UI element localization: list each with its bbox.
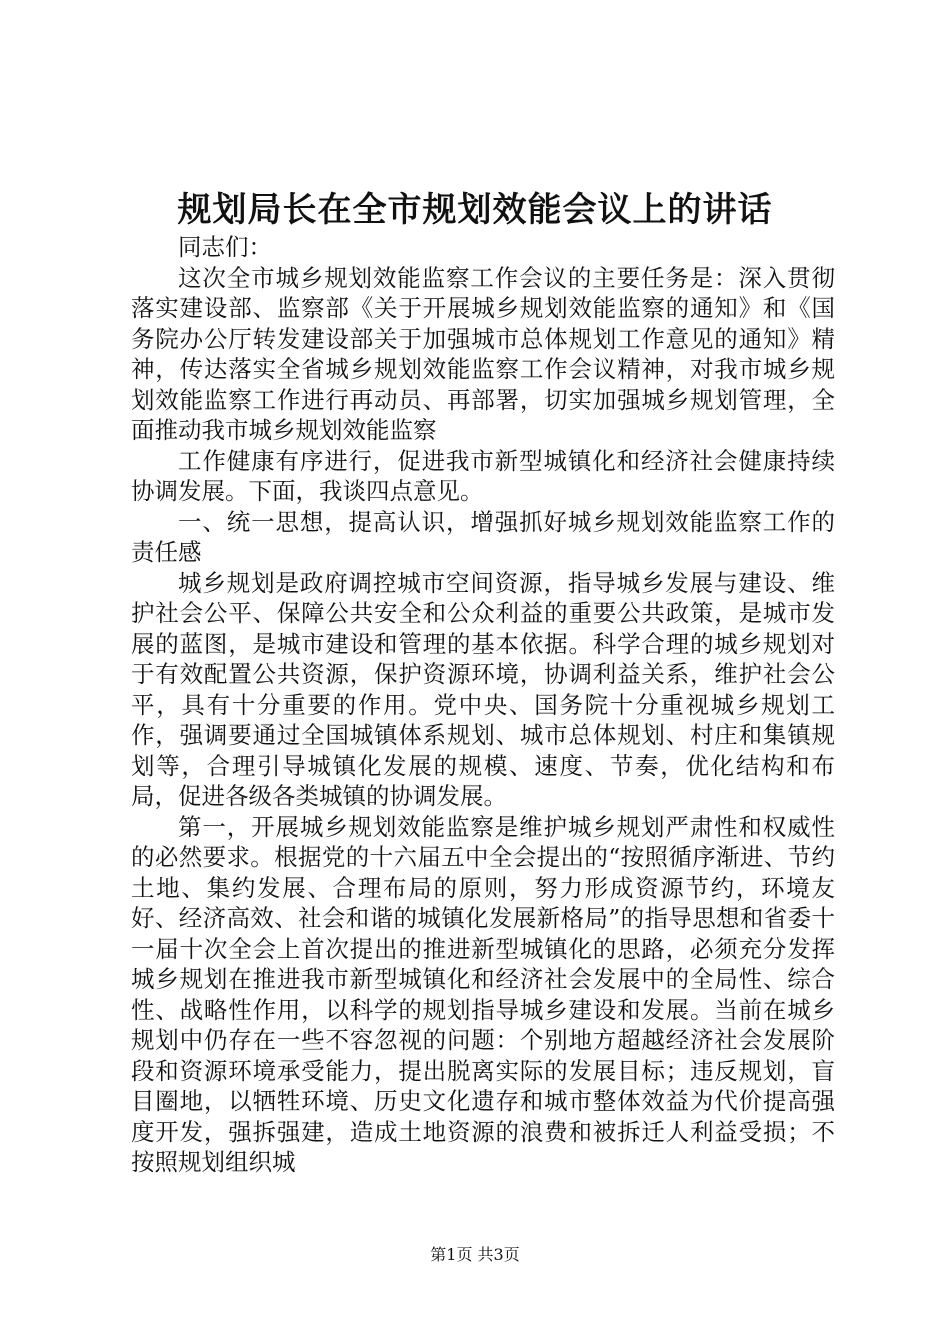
body-paragraph: 这次全市城乡规划效能监察工作会议的主要任务是：深入贯彻落实建设部、监察部《关于开展城乡规划效能监察的通知》和《国务院办公厅转发建设部关于加强城市总体规划工作意见的通知》精神，传达落实全省城乡规划效能监察工作会议精神，对我市城乡规划效能监察工作进行再动员、再部署，切实加强城乡规划管理，全面推动我市城乡规划效能监察: [131, 263, 835, 444]
document-body: [131, 232, 835, 1178]
document-title: 规划局长在全市规划效能会议上的讲话: [177, 190, 773, 230]
body-paragraph: 第一，开展城乡规划效能监察是维护城乡规划严肃性和权威性的必然要求。根据党的十六届五中全会提出的“按照循序渐进、节约土地、集约发展、合理布局的原则，努力形成资源节约，环境友好、经济高效、社会和谐的城镇化发展新格局”的指导思想和省委十一届十次全会上首次提出的推进新型城镇化的思路，必须充分发挥城乡规划在推进我市新型城镇化和经济社会发展中的全局性、综合性、战略性作用，以科学的规划指导城乡建设和发展。当前在城乡规划中仍存在一些不容忽视的问题：个别地方超越经济社会发展阶段和资源环境承受能力，提出脱离实际的发展目标；违反规划，盲目圈地，以牺牲环境、历史文化遗存和城市整体效益为代价提高强度开发，强拆强建，造成土地资源的浪费和被拆迁人利益受损；不按照规划组织城: [131, 812, 835, 1176]
page-footer: 第1页 共3页: [430, 1245, 520, 1264]
section-heading-paragraph: 一、统一思想，提高认识，增强抓好城乡规划效能监察工作的责任感: [131, 507, 835, 566]
body-paragraph: 城乡规划是政府调控城市空间资源，指导城乡发展与建设、维护社会公平、保障公共安全和公众利益的重要公共政策，是城市发展的蓝图，是城市建设和管理的基本依据。科学合理的城乡规划对于有效配置公共资源，保护资源环境，协调利益关系，维护社会公平，具有十分重要的作用。党中央、国务院十分重视城乡规划工作，强调要通过全国城镇体系规划、城市总体规划、村庄和集镇规划等，合理引导城镇化发展的规模、速度、节奏，优化结构和布局，促进各级各类城镇的协调发展。: [131, 568, 835, 810]
salutation-paragraph: 同志们：: [178, 233, 272, 261]
body-paragraph: 工作健康有序进行，促进我市新型城镇化和经济社会健康持续协调发展。下面，我谈四点意见。: [131, 446, 835, 505]
